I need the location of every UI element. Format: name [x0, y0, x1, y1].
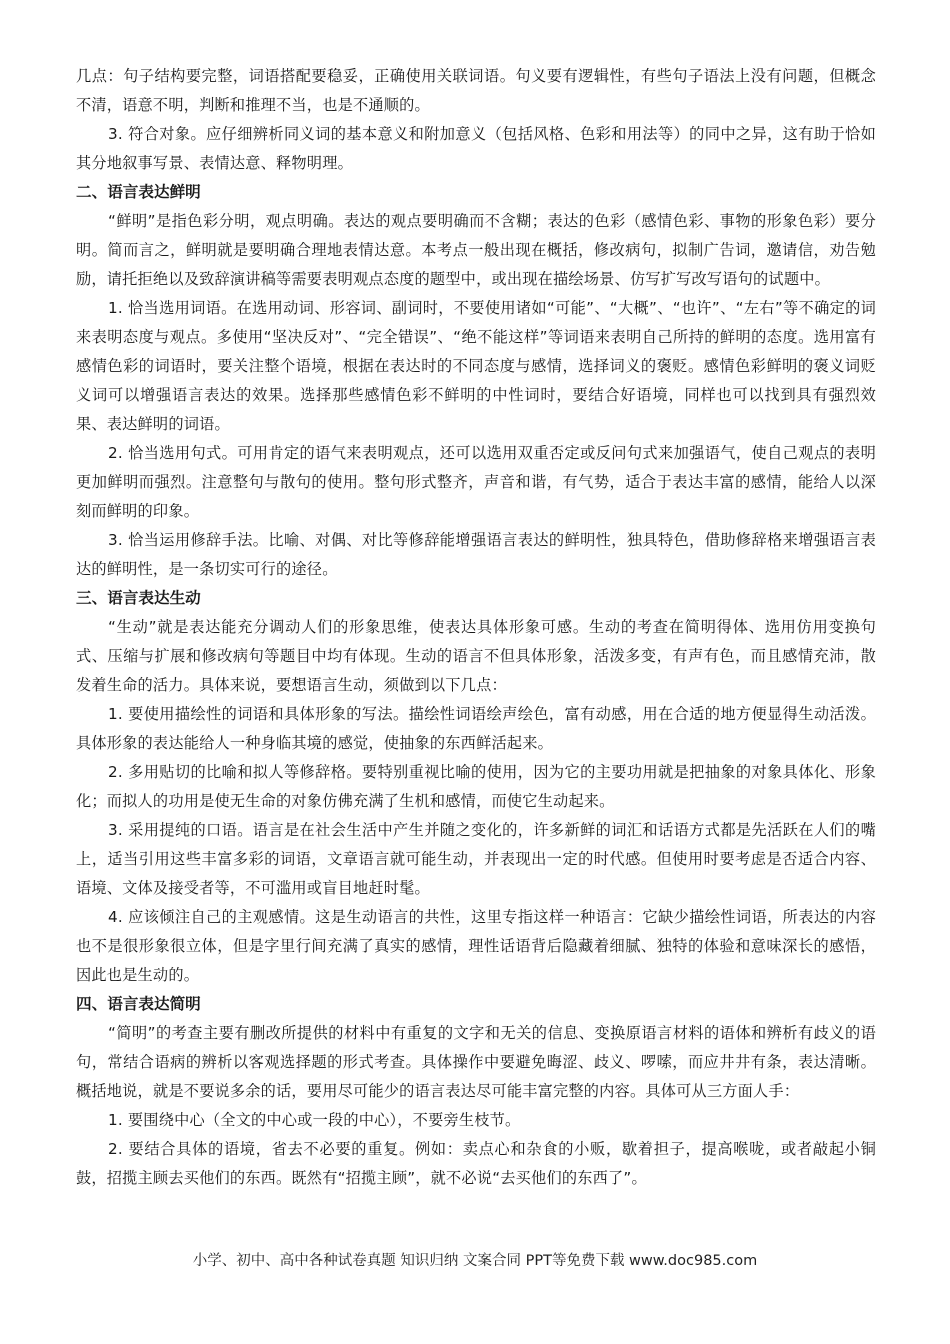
list-item: 3. 采用提纯的口语。语言是在社会生活中产生并随之变化的，许多新鲜的词汇和话语方式都是先活跃在人们的嘴上，适当引用这些丰富多彩的词语，文章语言就可能生动，并表现出一定的时代感。但使用时要考虑是否适合内容、语境、文体及接受者等，不可滥用或盲目地赶时髦。	[76, 821, 876, 897]
paragraph: “鲜明”是指色彩分明，观点明确。表达的观点要明确而不含糊；表达的色彩（感情色彩、事物的形象色彩）要分明。简而言之，鲜明就是要明确合理地表情达意。本考点一般出现在概括，修改病句，拟制广告词，邀请信，劝告勉励，请托拒绝以及致辞演讲稿等需要表明观点态度的题型中，或出现在描绘场景、仿写扩写改写语句的试题中。	[76, 212, 876, 288]
paragraph: “生动”就是表达能充分调动人们的形象思维，使表达具体形象可感。生动的考查在简明得体、选用仿用变换句式、压缩与扩展和修改病句等题目中均有体现。生动的语言不但具体形象，活泼多变，有声有色，而且感情充沛，散发着生命的活力。具体来说，要想语言生动，须做到以下几点：	[76, 618, 876, 694]
list-item: 1. 恰当选用词语。在选用动词、形容词、副词时，不要使用诸如“可能”、“大概”、“也许”、“左右”等不确定的词来表明态度与观点。多使用“坚决反对”、“完全错误”、“绝不能这样”等词语来表明自己所持的鲜明的态度。选用富有感情色彩的词语时，要关注整个语境，根据在表达时的不同态度与感情，选择词义的褒贬。感情色彩鲜明的褒义词贬义词可以增强语言表达的效果。选择那些感情色彩不鲜明的中性词时，要结合好语境，同样也可以找到具有强烈效果、表达鲜明的词语。	[76, 299, 876, 433]
page-footer: 小学、初中、高中各种试卷真题 知识归纳 文案合同 PPT等免费下载 www.doc985.com	[192, 1253, 758, 1269]
paragraph: “简明”的考查主要有删改所提供的材料中有重复的文字和无关的信息、变换原语言材料的语体和辨析有歧义的语句，常结合语病的辨析以客观选择题的形式考查。具体操作中要避免晦涩、歧义、啰嗦，而应井井有条，表达清晰。概括地说，就是不要说多余的话，要用尽可能少的语言表达尽可能丰富完整的内容。具体可从三方面人手：	[76, 1024, 876, 1100]
list-item: 4. 应该倾注自己的主观感情。这是生动语言的共性，这里专指这样一种语言：它缺少描绘性词语，所表达的内容也不是很形象很立体，但是字里行间充满了真实的感情，理性话语背后隐藏着细腻、独特的体验和意味深长的感悟，因此也是生动的。	[76, 908, 876, 984]
list-item: 1. 要使用描绘性的词语和具体形象的写法。描绘性词语绘声绘色，富有动感，用在合适的地方便显得生动活泼。具体形象的表达能给人一种身临其境的感觉，使抽象的东西鲜活起来。	[76, 705, 876, 752]
list-item: 2. 恰当选用句式。可用肯定的语气来表明观点，还可以选用双重否定或反问句式来加强语气，使自己观点的表明更加鲜明而强烈。注意整句与散句的使用。整句形式整齐，声音和谐，有气势，适合于表达丰富的感情，能给人以深刻而鲜明的印象。	[76, 444, 876, 520]
list-item: 3. 恰当运用修辞手法。比喻、对偶、对比等修辞能增强语言表达的鲜明性，独具特色，借助修辞格来增强语言表达的鲜明性，是一条切实可行的途径。	[76, 531, 876, 578]
list-item: 2. 多用贴切的比喻和拟人等修辞格。要特别重视比喻的使用，因为它的主要功用就是把抽象的对象具体化、形象化；而拟人的功用是使无生命的对象仿佛充满了生机和感情，而使它生动起来。	[76, 763, 876, 810]
list-item: 1. 要围绕中心（全文的中心或一段的中心），不要旁生枝节。	[108, 1111, 521, 1129]
section-heading: 四、语言表达简明	[76, 995, 201, 1013]
paragraph: 几点：句子结构要完整，词语搭配要稳妥，正确使用关联词语。句义要有逻辑性，有些句子语法上没有问题，但概念不清，语意不明，判断和推理不当，也是不通顺的。	[76, 67, 876, 114]
list-item: 2. 要结合具体的语境，省去不必要的重复。例如：卖点心和杂食的小贩，歇着担子，提高喉咙，或者敲起小铜鼓，招揽主顾去买他们的东西。既然有“招揽主顾”，就不必说“去买他们的东西了”。	[76, 1140, 876, 1187]
section-heading: 二、语言表达鲜明	[76, 183, 201, 201]
document-body	[76, 62, 876, 1193]
section-heading: 三、语言表达生动	[76, 589, 201, 607]
list-item: 3. 符合对象。应仔细辨析同义词的基本意义和附加意义（包括风格、色彩和用法等）的同中之异，这有助于恰如其分地叙事写景、表情达意、释物明理。	[76, 125, 876, 172]
